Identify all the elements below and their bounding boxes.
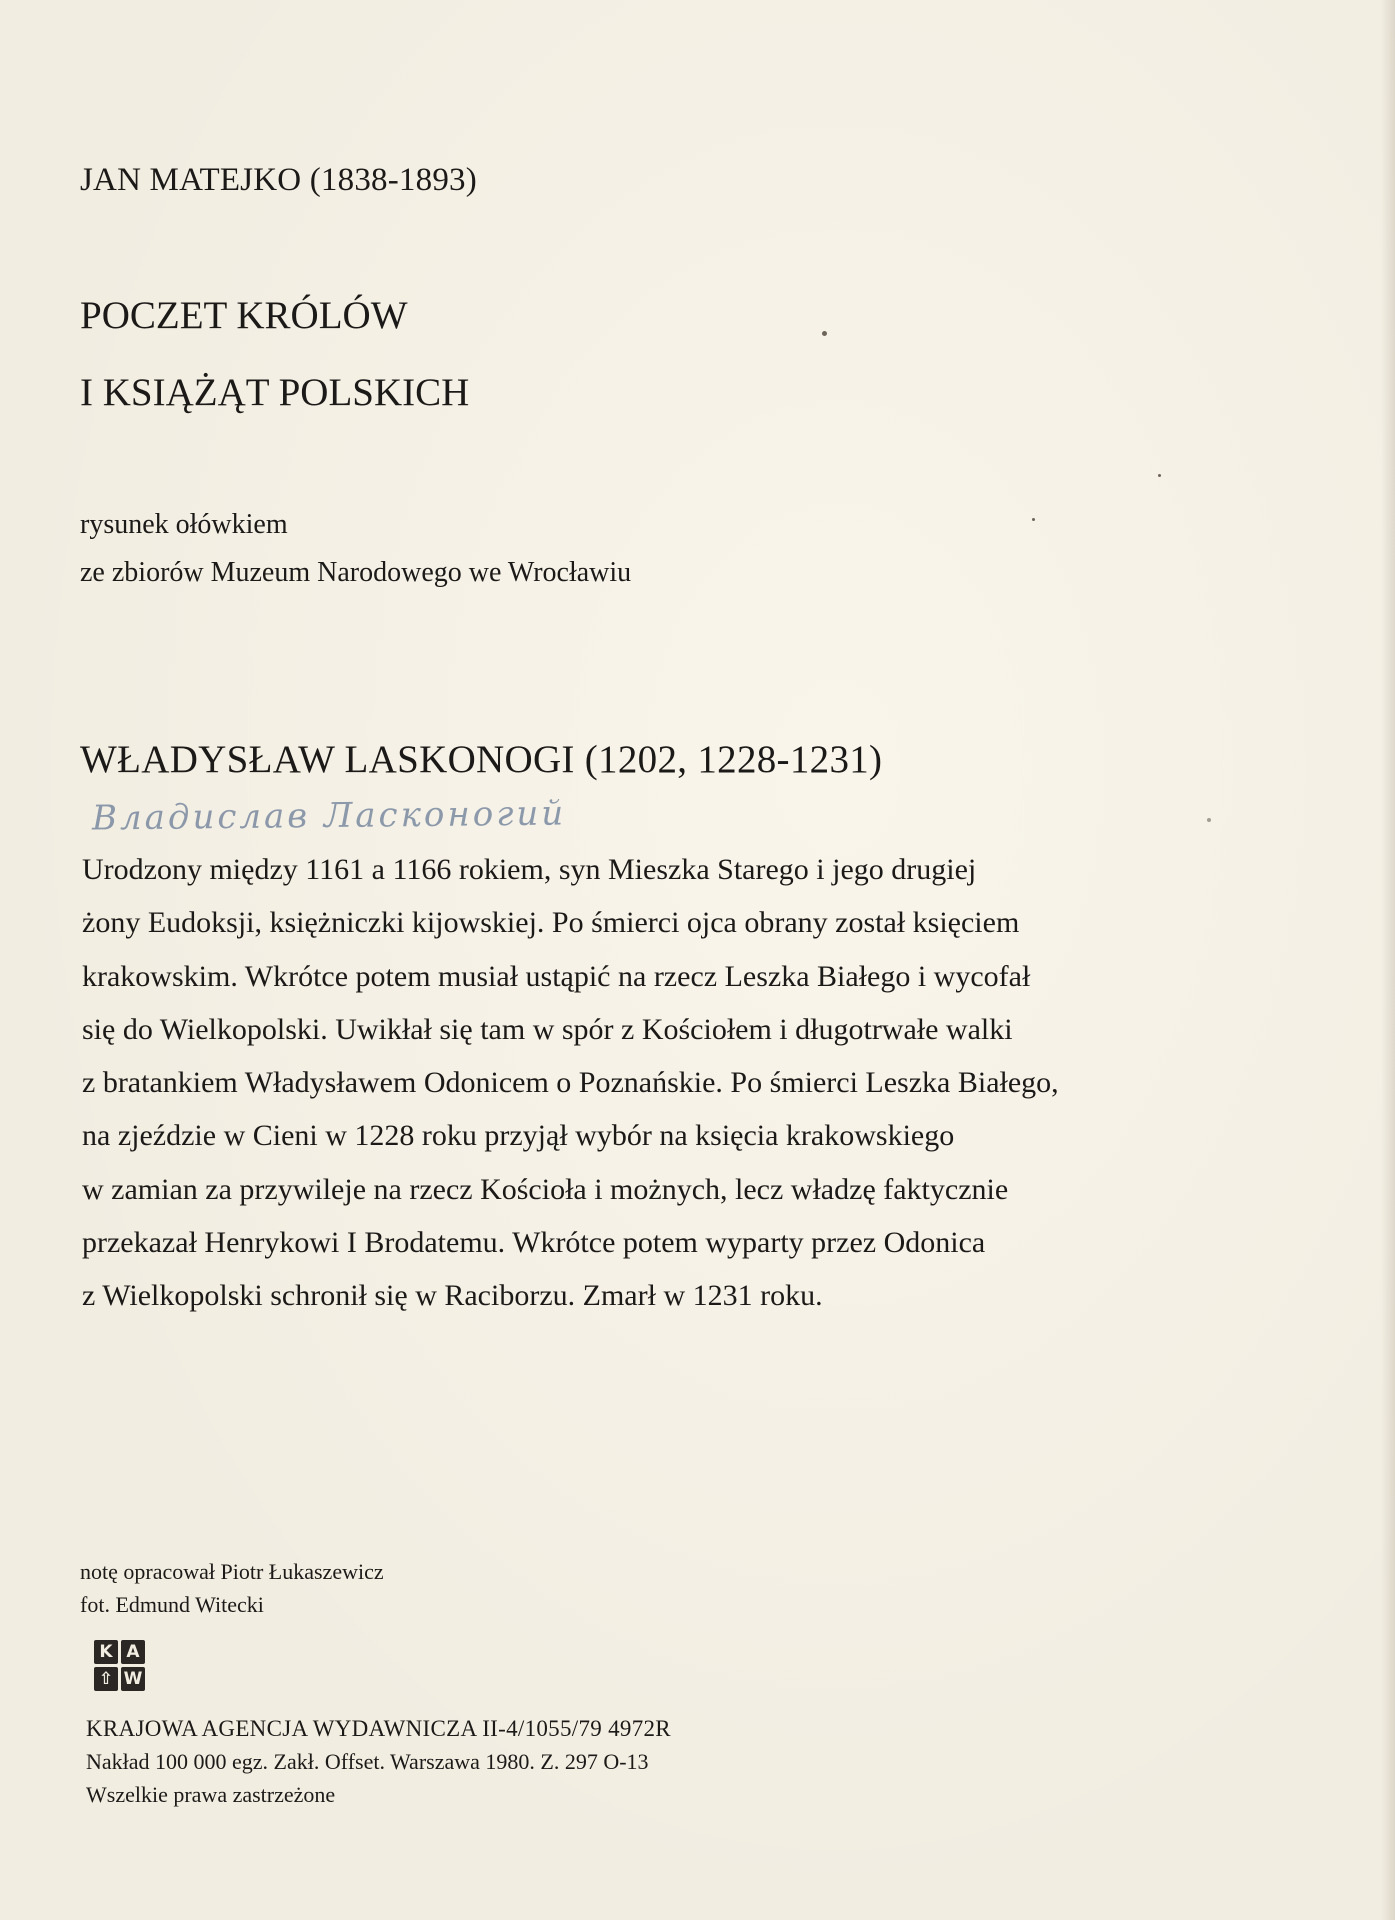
imprint-block xyxy=(86,1712,671,1811)
paper-speck xyxy=(822,331,827,336)
biography-line: z Wielkopolski schronił się w Raciborzu. Zmarł w 1231 roku. xyxy=(82,1279,823,1313)
technique-line: rysunek ołówkiem xyxy=(80,509,288,540)
note-author-credit: notę opracował Piotr Łukaszewicz xyxy=(80,1559,384,1584)
author-heading: JAN MATEJKO (1838-1893) xyxy=(80,162,477,198)
logo-cell-k: K xyxy=(94,1640,118,1664)
photo-credit: fot. Edmund Witecki xyxy=(80,1592,264,1617)
paper-speck xyxy=(1207,818,1211,822)
credits-block xyxy=(80,1555,384,1621)
logo-cell-arrow-icon: ⇧ xyxy=(94,1667,118,1691)
biography-line: w zamian za przywileje na rzecz Kościoła i możnych, lecz władzę faktycznie xyxy=(82,1172,1009,1206)
page-edge-shadow xyxy=(1381,0,1395,1920)
biography-line: na zjeździe w Cieni w 1228 roku przyjął wybór na księcia krakowskiego xyxy=(82,1119,955,1153)
biography-line: przekazał Henrykowi I Brodatemu. Wkrótce potem wyparty przez Odonica xyxy=(82,1226,986,1260)
series-title-line-1: POCZET KRÓLÓW xyxy=(80,294,408,337)
logo-cell-w: W xyxy=(121,1667,145,1691)
biography-line: Urodzony między 1161 a 1166 rokiem, syn Mieszka Starego i jego drugiej xyxy=(82,853,977,886)
logo-cell-a: A xyxy=(121,1640,145,1664)
imprint-publisher-line: KRAJOWA AGENCJA WYDAWNICZA II-4/1055/79 4972R xyxy=(86,1716,671,1741)
imprint-rights-line: Wszelkie prawa zastrzeżone xyxy=(86,1782,336,1807)
collection-line: ze zbiorów Muzeum Narodowego we Wrocławiu xyxy=(80,557,632,588)
ruler-title: WŁADYSŁAW LASKONOGI (1202, 1228-1231) xyxy=(80,738,883,781)
biography-line: żony Eudoksji, księżniczki kijowskiej. Po śmierci ojca obrany został księciem xyxy=(82,906,1020,940)
handwritten-note: Владислав Ласконогий xyxy=(91,793,567,839)
paper-speck xyxy=(1158,474,1161,477)
biography-line: z bratankiem Władysławem Odonicem o Poznańskie. Po śmierci Leszka Białego, xyxy=(82,1066,1059,1100)
paper-speck xyxy=(1032,518,1035,521)
publisher-logo xyxy=(94,1640,148,1694)
biography-text xyxy=(82,843,1242,1323)
series-title-line-2: I KSIĄŻĄT POLSKICH xyxy=(80,371,470,414)
imprint-print-run-line: Nakład 100 000 egz. Zakł. Offset. Warszawa 1980. Z. 297 O-13 xyxy=(86,1749,649,1774)
biography-line: się do Wielkopolski. Uwikłał się tam w spór z Kościołem i długotrwałe walki xyxy=(82,1012,1013,1046)
biography-line: krakowskim. Wkrótce potem musiał ustąpić na rzecz Leszka Białego i wycofał xyxy=(82,959,1031,993)
